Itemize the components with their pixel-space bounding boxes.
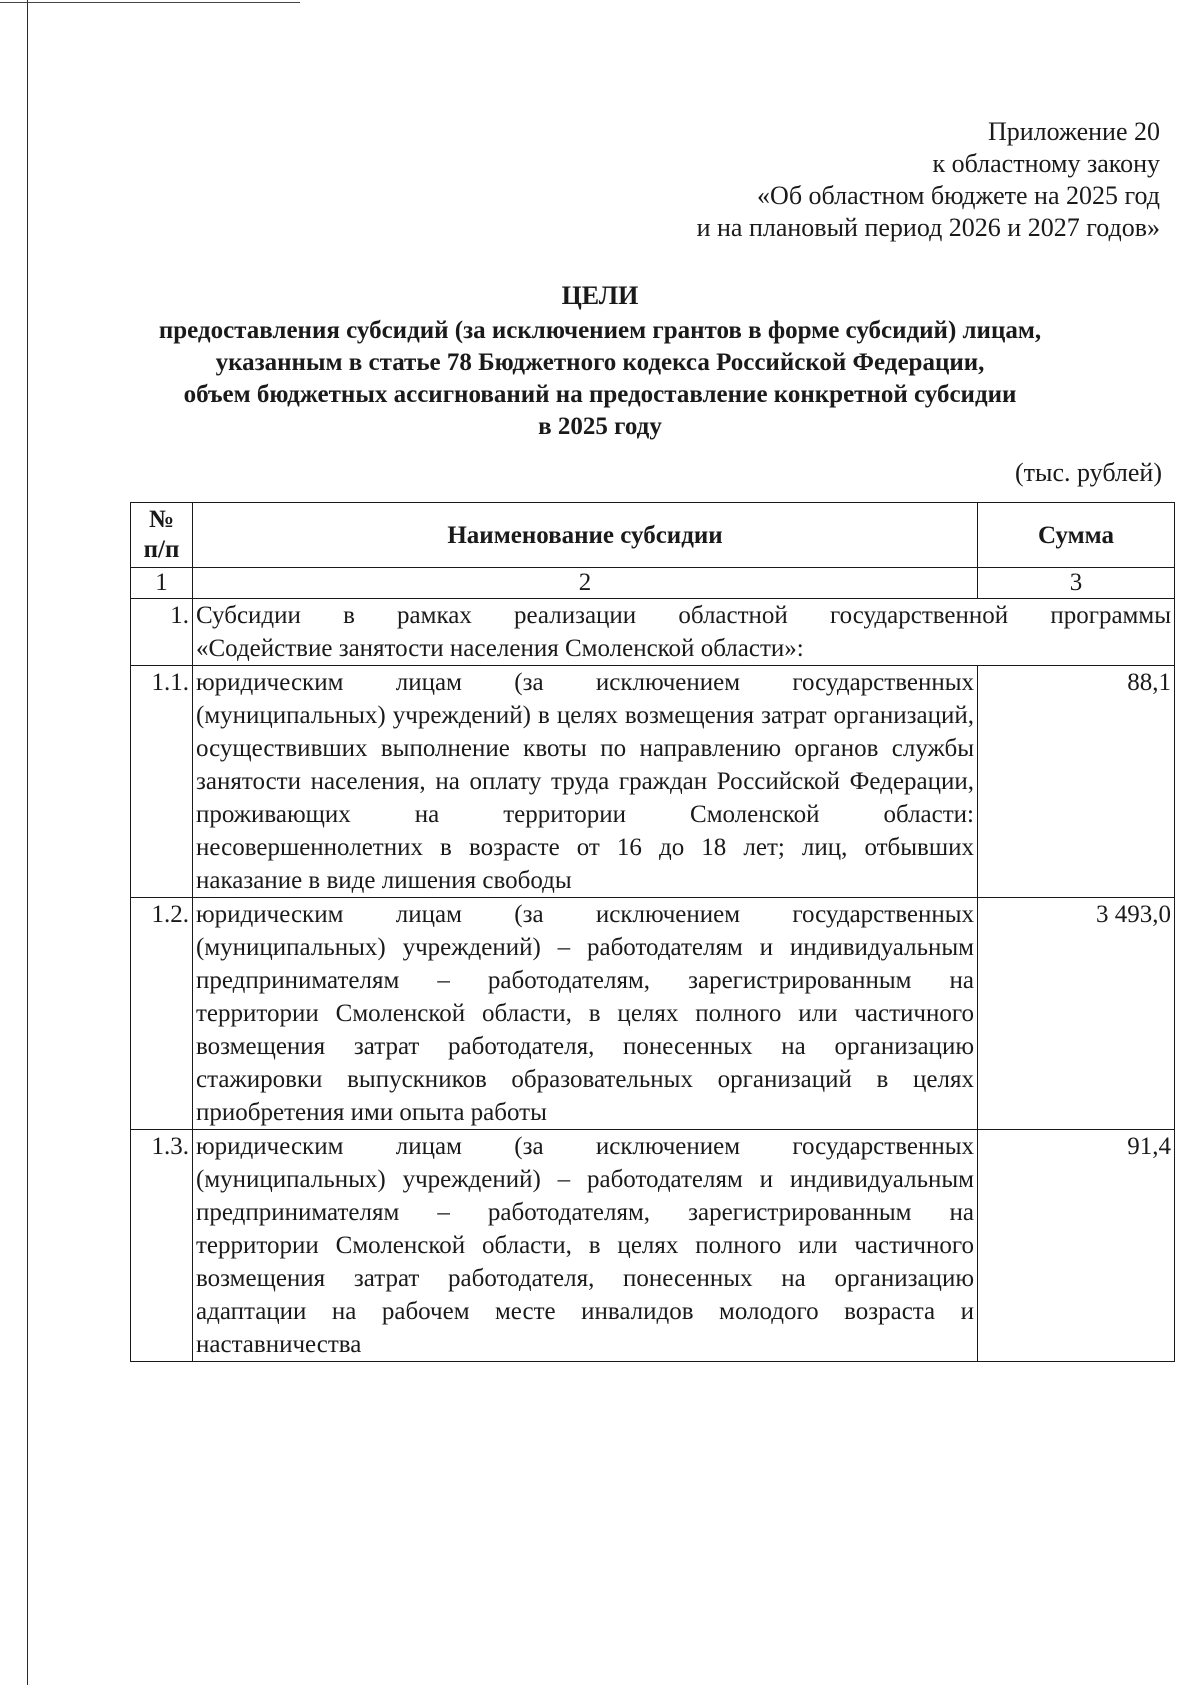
document-title bbox=[0, 280, 1200, 443]
section-text bbox=[193, 599, 1175, 666]
section-text-line: «Содействие занятости населения Смоленской области»: bbox=[196, 635, 804, 662]
table-row bbox=[131, 898, 1175, 1130]
subsidies-table bbox=[130, 502, 1175, 1362]
units-label: (тыс. рублей) bbox=[1014, 458, 1162, 487]
column-number: 3 bbox=[978, 568, 1175, 599]
column-number: 2 bbox=[193, 568, 978, 599]
row-number: 1.1. bbox=[131, 666, 193, 898]
row-name: юридическим лицам (за исключением государственных (муниципальных) учреждений) – работодателям и индивидуальным предпринимателям – работодателям, зарегистрированным на территории Смоленской области, в целях полного или частичного возмещения затрат работодателя, понесенных на организацию адаптации на рабочем месте инвалидов молодого возраста и наставничества bbox=[193, 1130, 978, 1362]
title-main: ЦЕЛИ bbox=[561, 281, 639, 310]
header-name: Наименование субсидии bbox=[193, 503, 978, 568]
appendix-line: и на плановый период 2026 и 2027 годов» bbox=[696, 213, 1160, 242]
row-amount: 88,1 bbox=[978, 666, 1175, 898]
row-amount: 91,4 bbox=[978, 1130, 1175, 1362]
section-text-line: Субсидии в рамках реализации областной государственной программы bbox=[196, 602, 1171, 629]
title-line: в 2025 году bbox=[538, 413, 662, 440]
scan-left-edge bbox=[27, 0, 28, 1685]
appendix-line: «Об областном бюджете на 2025 год bbox=[757, 181, 1160, 210]
table-row bbox=[131, 666, 1175, 898]
table-row bbox=[131, 1130, 1175, 1362]
header-number-symbol: № bbox=[148, 506, 175, 533]
appendix-line: Приложение 20 bbox=[987, 117, 1160, 146]
header-number-abbr: п/п bbox=[143, 536, 180, 563]
row-number: 1.3. bbox=[131, 1130, 193, 1362]
appendix-line: к областному закону bbox=[932, 149, 1160, 178]
scan-top-edge bbox=[0, 2, 300, 3]
row-name: юридическим лицам (за исключением государственных (муниципальных) учреждений) в целях возмещения затрат организаций, осуществивших выполнение квоты по направлению органов службы занятости населения, на оплату труда граждан Российской Федерации, проживающих на территории Смоленской области: несовершеннолетних в возрасте от 16 до 18 лет; лиц, отбывших наказание в виде лишения свободы bbox=[193, 666, 978, 898]
header-amount: Сумма bbox=[978, 503, 1175, 568]
title-line: указанным в статье 78 Бюджетного кодекса Российской Федерации, bbox=[215, 349, 985, 376]
table-header-row bbox=[131, 503, 1175, 568]
appendix-header bbox=[697, 116, 1160, 244]
title-line: предоставления субсидий (за исключением грантов в форме субсидий) лицам, bbox=[158, 317, 1042, 344]
title-line: объем бюджетных ассигнований на предоставление конкретной субсидии bbox=[183, 381, 1017, 408]
row-number: 1.2. bbox=[131, 898, 193, 1130]
row-name: юридическим лицам (за исключением государственных (муниципальных) учреждений) – работодателям и индивидуальным предпринимателям – работодателям, зарегистрированным на территории Смоленской области, в целях полного или частичного возмещения затрат работодателя, понесенных на организацию стажировки выпускников образовательных организаций в целях приобретения ими опыта работы bbox=[193, 898, 978, 1130]
section-row bbox=[131, 599, 1175, 666]
section-number: 1. bbox=[131, 599, 193, 666]
column-number-row bbox=[131, 568, 1175, 599]
row-amount: 3 493,0 bbox=[978, 898, 1175, 1130]
column-number: 1 bbox=[131, 568, 193, 599]
header-number bbox=[131, 503, 193, 568]
